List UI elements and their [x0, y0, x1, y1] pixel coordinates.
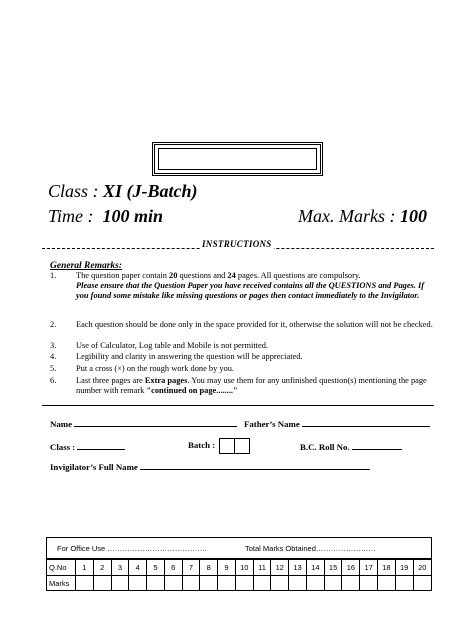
bc-roll-field[interactable] — [300, 441, 402, 452]
marks-cell[interactable] — [129, 576, 147, 592]
qno-cell: 11 — [253, 560, 271, 576]
office-use-table — [46, 537, 432, 591]
instruction-text: questions and — [177, 271, 228, 280]
office-use-header — [47, 538, 431, 559]
qno-cell: 18 — [378, 560, 396, 576]
class-field-label: Class : — [50, 442, 76, 452]
qno-cell: 16 — [342, 560, 360, 576]
instruction-text: Put a cross (×) on the rough work done by you. — [76, 364, 235, 373]
qno-cell: 17 — [360, 560, 378, 576]
instruction-number: 1. — [50, 271, 57, 280]
instruction-text: Use of Calculator, Log table and Mobile is not permitted. — [76, 341, 269, 350]
batch-box-1[interactable] — [219, 438, 235, 454]
qno-cell: 7 — [182, 560, 200, 576]
marks-cell[interactable] — [378, 576, 396, 592]
general-remarks-heading: General Remarks: — [50, 261, 123, 271]
qno-cell: 8 — [200, 560, 218, 576]
page-count: 24 — [227, 271, 236, 280]
instruction-item-6 — [50, 376, 435, 396]
marks-cell[interactable] — [342, 576, 360, 592]
max-marks-value: 100 — [399, 206, 427, 226]
class-label: Class : — [48, 181, 104, 201]
batch-box-2[interactable] — [235, 438, 250, 454]
marks-cell[interactable] — [182, 576, 200, 592]
fathers-name-line[interactable] — [302, 418, 430, 427]
instruction-number: 2. — [50, 320, 57, 329]
instruction-item-3 — [50, 341, 435, 351]
instruction-text: The question paper contain — [76, 271, 170, 280]
marks-cell[interactable] — [111, 576, 129, 592]
qno-cell: 10 — [235, 560, 253, 576]
marks-cell[interactable] — [360, 576, 378, 592]
qno-cell: 20 — [413, 560, 431, 576]
qno-cell: 4 — [129, 560, 147, 576]
instruction-number: 3. — [50, 341, 57, 350]
qno-cell: 15 — [324, 560, 342, 576]
bc-roll-label: B.C. Roll No. — [300, 442, 350, 452]
qno-cell: 5 — [147, 560, 165, 576]
marks-cell[interactable] — [289, 576, 307, 592]
qno-row — [47, 560, 431, 576]
instruction-text: Legibility and clarity in answering the question will be appreciated. — [76, 352, 303, 361]
fathers-name-label: Father’s Name — [244, 419, 300, 429]
marks-grid — [47, 559, 431, 591]
instruction-text: Each question should be done only in the space provided for it, otherwise the solution will not be checked. — [76, 320, 433, 329]
time-heading — [48, 206, 163, 227]
qno-cell: 3 — [111, 560, 129, 576]
invigilator-field[interactable] — [50, 461, 370, 472]
class-line[interactable] — [77, 441, 125, 450]
max-marks-label: Max. Marks : — [298, 206, 400, 226]
marks-cell[interactable] — [93, 576, 111, 592]
instructions-heading: INSTRUCTIONS — [202, 239, 272, 249]
fathers-name-field[interactable] — [244, 418, 430, 429]
qno-cell: 2 — [93, 560, 111, 576]
qno-cell: 9 — [218, 560, 236, 576]
class-heading — [48, 181, 198, 202]
marks-cell[interactable] — [218, 576, 236, 592]
name-field[interactable] — [50, 418, 237, 429]
total-marks-label: Total Marks Obtained…………………… — [245, 544, 376, 553]
instruction-item-5 — [50, 364, 435, 374]
marks-header: Marks — [47, 576, 76, 592]
marks-cell[interactable] — [395, 576, 413, 592]
time-value: 100 min — [102, 206, 164, 226]
qno-cell: 13 — [289, 560, 307, 576]
qno-cell: 14 — [306, 560, 324, 576]
instruction-item-4 — [50, 352, 435, 362]
time-label: Time : — [48, 206, 99, 226]
instruction-number: 6. — [50, 376, 57, 385]
marks-cell[interactable] — [324, 576, 342, 592]
class-value: XI (J-Batch) — [103, 181, 198, 201]
name-label: Name — [50, 419, 72, 429]
bc-roll-line[interactable] — [352, 441, 402, 450]
title-box-inner — [158, 148, 317, 170]
max-marks-heading — [298, 206, 427, 227]
marks-cell[interactable] — [271, 576, 289, 592]
for-office-use-label: For Office Use …………………………………. — [57, 544, 207, 553]
question-count: 20 — [169, 271, 178, 280]
marks-cell[interactable] — [306, 576, 324, 592]
marks-cell[interactable] — [147, 576, 165, 592]
instruction-text: Last three pages are — [76, 376, 145, 385]
qno-header: Q.No — [47, 560, 76, 576]
marks-cell[interactable] — [413, 576, 431, 592]
invigilator-label: Invigilator’s Full Name — [50, 462, 138, 472]
instruction-number: 4. — [50, 352, 57, 361]
instruction-number: 5. — [50, 364, 57, 373]
qno-cell: 19 — [395, 560, 413, 576]
section-divider — [42, 405, 434, 406]
instruction-item-2 — [50, 320, 435, 330]
marks-row — [47, 576, 431, 592]
marks-cell[interactable] — [200, 576, 218, 592]
invigilator-line[interactable] — [140, 461, 370, 470]
class-field[interactable] — [50, 441, 125, 452]
marks-cell[interactable] — [235, 576, 253, 592]
instruction-emphasis: Extra pages — [144, 376, 188, 385]
batch-field[interactable] — [188, 438, 250, 454]
batch-label: Batch : — [188, 440, 216, 451]
title-box — [152, 142, 323, 176]
name-line[interactable] — [74, 418, 237, 427]
instruction-text: . You may use them for any unfinished question(s) mentioning the page number with remark — [76, 376, 427, 395]
qno-cell: 6 — [164, 560, 182, 576]
instruction-text: pages. All questions are compulsory. — [235, 271, 361, 280]
marks-cell[interactable] — [253, 576, 271, 592]
instruction-item-1 — [50, 271, 435, 300]
marks-cell[interactable] — [76, 576, 94, 592]
qno-cell: 12 — [271, 560, 289, 576]
marks-cell[interactable] — [164, 576, 182, 592]
qno-cell: 1 — [76, 560, 94, 576]
instruction-emphasis: "continued on page........" — [146, 385, 238, 395]
instruction-emphasis: Please ensure that the Question Paper you have received contains all the QUESTIONS and Pages. If you found some mistake like missing questions or pages then contact immediately to the Invigilator. — [76, 280, 425, 300]
